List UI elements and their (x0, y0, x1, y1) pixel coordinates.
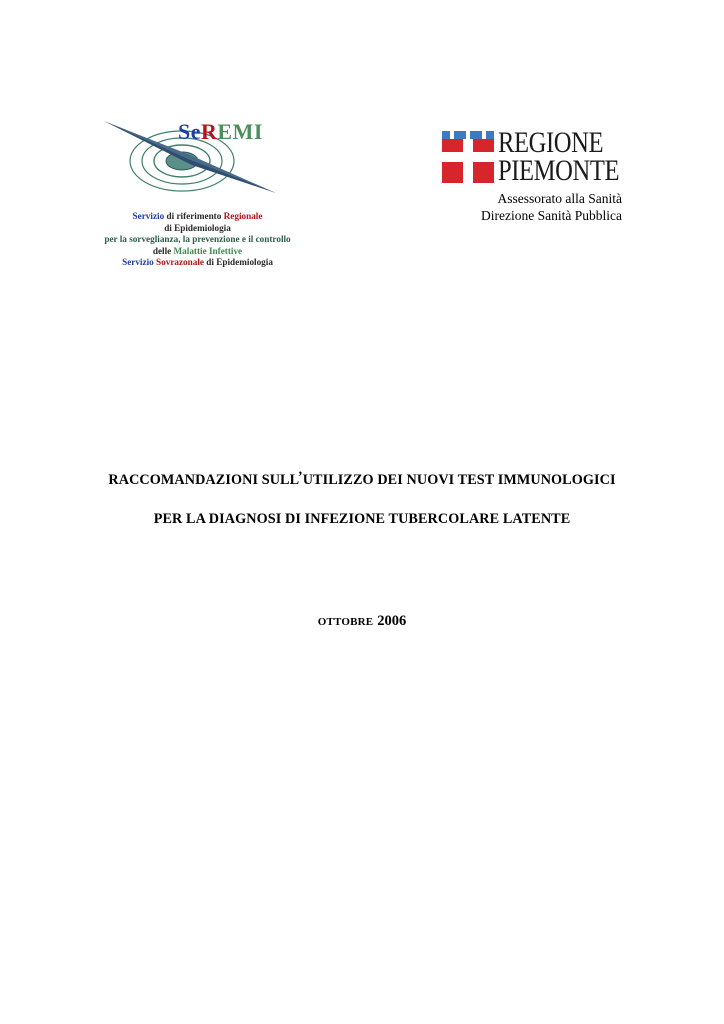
seremi-logo (100, 115, 290, 275)
document-date (0, 612, 724, 630)
region-caption-line-2: Direzione Sanità Pubblica (481, 208, 622, 223)
seremi-line-3: per la sorveglianza, la prevenzione e il controllo (104, 234, 291, 245)
seremi-line-4: delle Malattie Infettive (152, 245, 243, 256)
document-title-line-1: RACCOMANDAZIONI SULL’UTILIZZO DEI NUOVI TEST IMMUNOLOGICI (108, 469, 616, 488)
seremi-line-1: Servizio di riferimento Regionale (132, 211, 263, 221)
date-month: OTTOBRE (317, 616, 374, 628)
date-year: 2006 (377, 613, 407, 629)
piemonte-flag-icon (442, 131, 494, 183)
region-name-line-2: PIEMONTE (498, 154, 620, 187)
regione-piemonte-wordmark (498, 128, 646, 186)
seremi-line-5: Servizio Sovrazonale di Epidemiologia (122, 257, 273, 268)
region-department (442, 190, 622, 224)
region-name-line-1: REGIONE (498, 126, 604, 159)
seremi-description (100, 211, 295, 269)
region-caption-line-1: Assessorato alla Sanità (497, 191, 622, 206)
document-title-line-2: PER LA DIAGNOSI DI INFEZIONE TUBERCOLARE LATENTE (153, 511, 571, 527)
seremi-wordmark: SeREMI (178, 119, 263, 144)
regione-piemonte-logo (442, 128, 622, 228)
seremi-line-2: di Epidemiologia (164, 222, 231, 233)
